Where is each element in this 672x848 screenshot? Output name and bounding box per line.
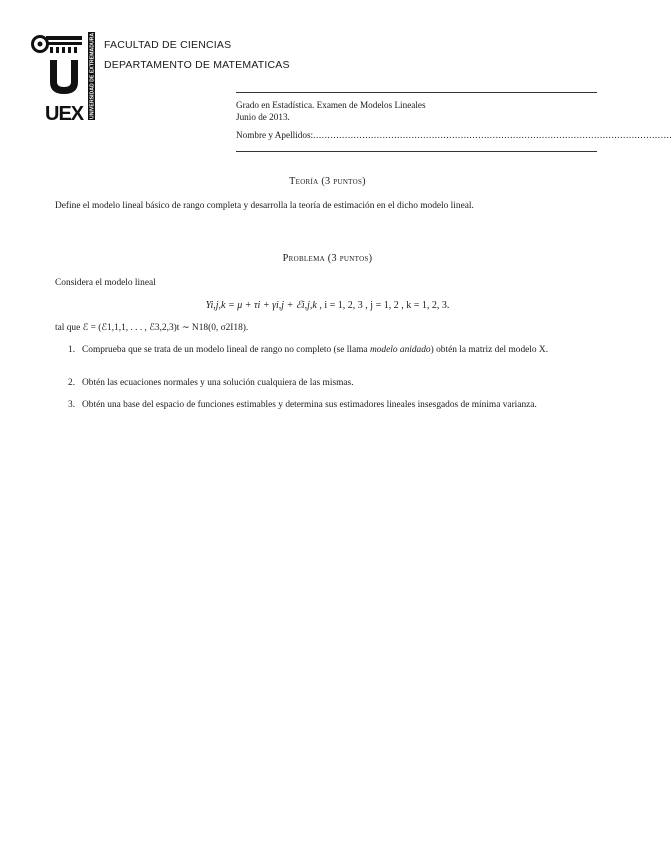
error-distribution: tal que ℰ = (ℰ1,1,1, . . . , ℰ3,2,3)t ∼ N18(0, σ2I18). xyxy=(55,323,249,333)
list-item-number: 2. xyxy=(68,378,76,388)
list-item xyxy=(68,400,603,412)
list-item xyxy=(68,378,603,390)
header-rule-top xyxy=(236,92,597,93)
exam-date: Junio de 2013. xyxy=(236,112,290,122)
header-rule-bottom xyxy=(236,151,597,152)
model-equation-indices: , i = 1, 2, 3 , j = 1, 2 , k = 1, 2, 3. xyxy=(319,300,450,311)
list-item-text: Obtén una base del espacio de funciones estimables y determina sus estimadores lineales insesgados de mínima varianza. xyxy=(82,400,537,410)
name-field-dots: ............................................................................................................................ xyxy=(313,130,672,140)
list-item-number: 3. xyxy=(68,400,76,410)
problema-intro: Considera el modelo lineal xyxy=(55,278,156,288)
list-item-number: 1. xyxy=(68,345,76,355)
university-logo xyxy=(30,30,98,125)
list-item-text: Obtén las ecuaciones normales y una solución cualquiera de las mismas. xyxy=(82,378,354,388)
name-field-label: Nombre y Apellidos: xyxy=(236,130,314,140)
teoria-section-title: Teoría (3 puntos) xyxy=(289,176,366,187)
name-field[interactable] xyxy=(236,130,672,140)
model-equation-lhs: Yi,j,k = μ + τi + γi,j + ℰi,j,k xyxy=(205,300,317,311)
department-name: DEPARTAMENTO DE MATEMATICAS xyxy=(104,59,290,71)
emphasis-text: modelo anidado xyxy=(369,345,431,355)
logo-text: UEX xyxy=(45,103,84,125)
model-equation xyxy=(0,300,655,311)
list-item xyxy=(68,345,603,357)
faculty-name: FACULTAD DE CIENCIAS xyxy=(104,39,232,51)
logo-side-text: UNIVERSIDAD DE EXTREMADURA xyxy=(89,32,96,119)
list-item-text: Comprueba que se trata de un modelo lineal de rango no completo (se llama modelo anidado) obtén la matriz del modelo X. xyxy=(82,345,549,355)
teoria-question: Define el modelo lineal básico de rango completa y desarrolla la teoría de estimación en el dicho modelo lineal. xyxy=(55,201,474,211)
problema-section-title: Problema (3 puntos) xyxy=(282,253,373,264)
exam-title: Grado en Estadística. Examen de Modelos Lineales xyxy=(236,100,426,110)
